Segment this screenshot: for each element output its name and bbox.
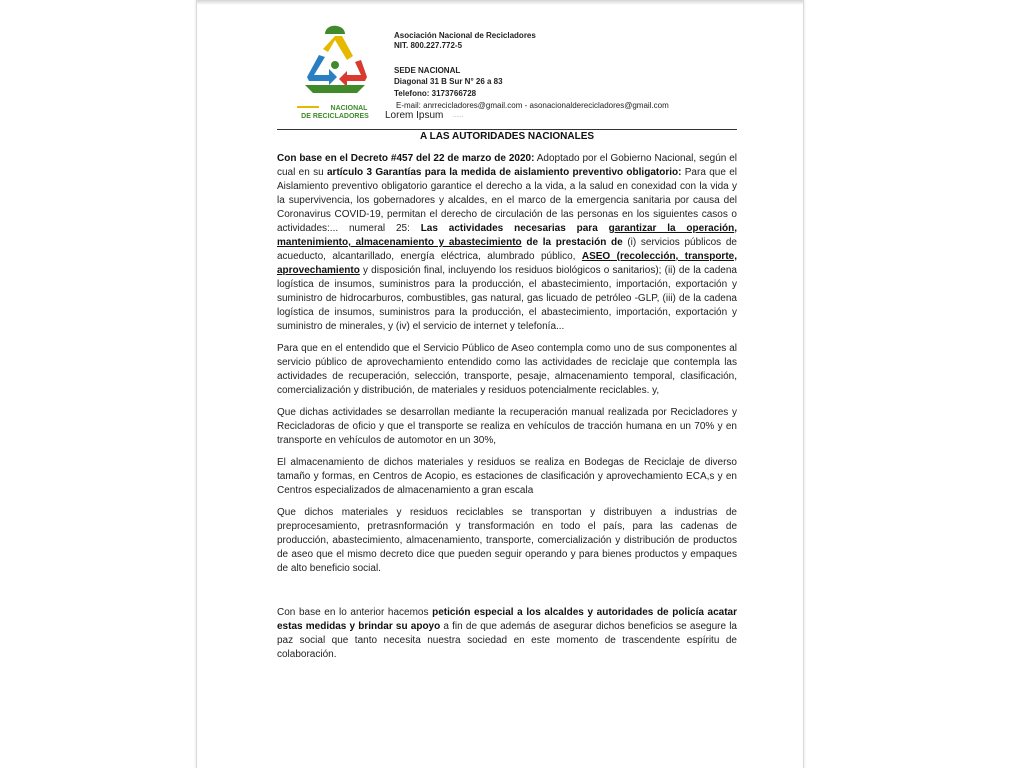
paragraph-petition bbox=[277, 606, 737, 662]
document-title: A LAS AUTORIDADES NACIONALES bbox=[419, 131, 595, 142]
logo-accent-bar bbox=[297, 106, 319, 108]
recycle-triangle-icon bbox=[295, 25, 375, 109]
decree-maintenance: mantenimiento, almacenamiento y abastecimiento bbox=[277, 237, 522, 248]
decree-text-4: y disposición final, incluyendo los residuos biológicos o sanitarios); (ii) de la cadena logística de insumos, suministros para la producción, el abastecimiento, importación, exportación y suministro de hidrocarburos, combustibles, gas natural, gas licuado de petróleo -GLP, (iii) de la cadena logística de insumos, suministros para la producción, el abastecimiento, importación, exportación y suministro de minerales, y (iv) el servicio de internet y telefonía... bbox=[277, 265, 737, 332]
decree-article: artículo 3 Garantías para la medida de aislamiento preventivo obligatorio: bbox=[327, 167, 682, 178]
petition-text-1: Con base en lo anterior hacemos bbox=[277, 607, 433, 618]
petition-text-2: a fin de que además de asegurar dichos beneficios se asegure la paz social que tanto necesita nuestra sociedad en este momento de trascendente espíritu de colaboración. bbox=[277, 621, 737, 660]
decree-operation: garantizar la operación bbox=[608, 223, 735, 234]
paragraph-decree bbox=[277, 152, 737, 334]
decree-activities: Las actividades necesarias para bbox=[420, 223, 609, 234]
decree-comma: , bbox=[734, 223, 737, 234]
logo-text-nacional: NACIONAL bbox=[330, 105, 368, 112]
decree-text-1: Adoptado por el Gobierno Nacional, según el cual en su bbox=[277, 153, 737, 178]
petition-request: petición especial a los alcaldes y autoridades de policía acatar estas medidas y brindar su apoyo bbox=[277, 607, 737, 632]
sede-label: SEDE NACIONAL bbox=[394, 66, 461, 75]
paragraph-transport: Que dichos materiales y residuos reciclables se transportan y distribuyen a industrias de preprocesamiento, pretrasnformación y transformación en todo el país, para las cadenas de producción, abastecimiento, almacenamiento, transporte, comercialización y distribución de productos de aseo que el mismo decreto dice que pueden seguir operando y para bienes productos y empaques de alto beneficio social. bbox=[277, 507, 737, 574]
org-nit: NIT. 800.227.772-5 bbox=[394, 41, 463, 50]
document-body bbox=[277, 152, 737, 662]
paragraph-storage: El almacenamiento de dichos materiales y residuos se realiza en Bodegas de Reciclaje de diverso tamaño y formas, en Centros de Acopio, es estaciones de clasificación y aprovechamiento ECA,s y en Centros especializados de almacenamiento a gran escala bbox=[277, 457, 737, 496]
decree-aseo: ASEO (recolección, transporte, aprovechamiento bbox=[277, 251, 737, 276]
decree-text-2: Para que el Aislamiento preventivo obligatorio garantice el derecho a la vida, a la salud en conexidad con la vida y la supervivencia, los gobernadores y alcaldes, en el marco de la emergencia sanitaria por causa del Coronavirus COVID-19, permitan el derecho de circulación de las personas en los siguientes casos o actividades:... numeral 25: bbox=[277, 167, 737, 234]
document-page bbox=[196, 0, 804, 768]
lorem-text: Lorem Ipsum bbox=[385, 110, 444, 121]
decree-lead: Con base en el Decreto #457 del 22 de marzo de 2020: bbox=[277, 153, 535, 164]
decree-text-3: (i) servicios públicos de acueducto, alcantarillado, energía eléctrica, alumbrado público, bbox=[277, 237, 737, 262]
org-name: Asociación Nacional de Recicladores bbox=[394, 31, 536, 40]
header-divider bbox=[277, 129, 737, 130]
org-email: E-mail: anrrecicladores@gmail.com - asonacionalderecicladores@gmail.com bbox=[396, 101, 669, 110]
logo-text-recicladores: DE RECICLADORES bbox=[301, 113, 369, 120]
org-address: Diagonal 31 B Sur N° 26 a 83 bbox=[394, 77, 503, 86]
org-phone: Telefono: 3173766728 bbox=[394, 89, 477, 98]
decree-provision: de la prestación de bbox=[521, 237, 623, 248]
paragraph-aseo: Para que en el entendido que el Servicio Público de Aseo contempla como uno de sus componentes al servicio público de aprovechamiento entendido como las actividades de reciclaje que contempla las actividades de recuperación, selección, transporte, pesaje, almacenamiento temporal, clasificación, comercialización y distribución, de materiales y residuos potencialmente reciclables. y, bbox=[277, 343, 737, 396]
organization-logo bbox=[295, 25, 375, 121]
lorem-dots: ...... bbox=[453, 113, 464, 119]
paragraph-activities: Que dichas actividades se desarrollan mediante la recuperación manual realizada por Recicladores y Recicladoras de oficio y que el transporte se realiza en vehículos de tracción humana en un 70% y en transporte en vehículos de automotor en un 30%, bbox=[277, 407, 737, 446]
